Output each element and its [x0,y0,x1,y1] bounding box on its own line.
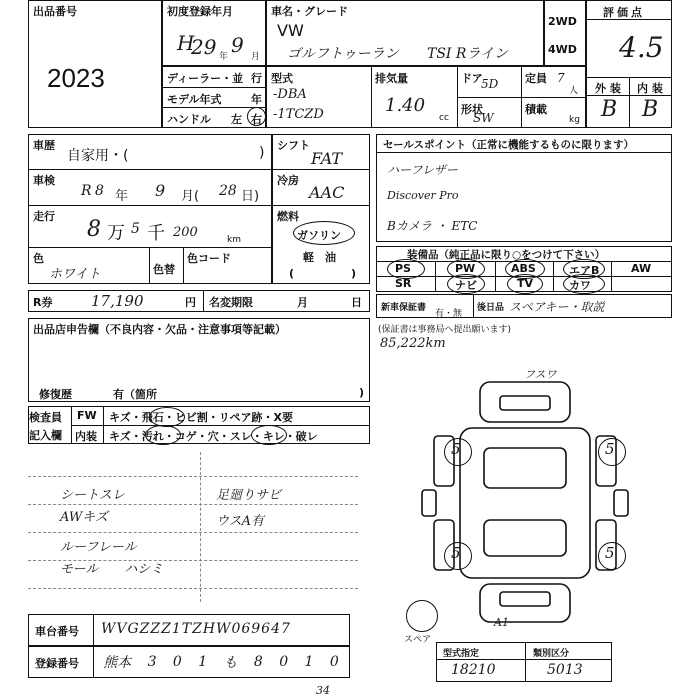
transfer-day: 日 [351,296,362,309]
equip-tv: TV [517,277,534,290]
equipment-box [376,246,672,292]
mileage-rest: 200 [173,225,198,240]
cap-label: 定員 [525,72,547,85]
shift-label: シフト [277,139,310,152]
tire-fl: 5 [451,440,461,458]
chassis-value: WVGZZZ1TZHW069647 [101,621,291,637]
model-cat-label: 類別区分 [533,649,570,659]
note-right-2: ウスA有 [216,514,264,529]
warranty-box [376,294,672,318]
car-name-box [266,0,544,66]
equip-airbag: エアB [569,264,600,277]
fuel-other-open: ( [289,267,295,280]
fuel-light-oil: 軽 油 [303,251,336,264]
note-mileage: 85,222km [380,336,446,351]
note-left-3: ルーフレール [60,540,137,555]
inspection-year: 8 [95,183,104,199]
sales-points-box [376,134,672,242]
sales-point-3: Bカメラ ・ ETC [387,219,478,233]
equip-ps-circle [387,259,425,279]
equip-navi-circle [447,274,485,294]
model-type-value: 18210 [451,662,496,678]
spare-label: スペア [404,635,432,645]
inspection-month-suffix: 月( [181,189,200,204]
lot-number: 2023 [47,63,105,93]
type-2: -1TCZD [273,107,324,122]
color-change-label: 色替 [153,263,175,276]
ac-value: AAC [309,183,345,202]
note-right-1: 足廻りサビ [216,488,282,503]
model-cat-value: 5013 [547,662,583,678]
mileage-unit: km [227,235,241,245]
door-value: 5D [481,77,499,91]
repair-value: 有（箇所 [113,388,157,401]
handle-right-circle [247,107,266,126]
history-label: 車歴 [33,139,55,152]
score-box [586,0,672,128]
handle-right: 右 [251,113,262,126]
warranty-value: 有・無 [435,309,463,319]
mileage-man-unit: 万 [107,223,125,244]
recycle-box [28,290,370,312]
reg-digit-6: 1 [304,654,314,670]
inspection-era: R [81,183,92,199]
reg-kana: も [223,655,238,671]
first-reg-year-suffix: 年 [219,52,229,62]
int-stain-circle [145,425,181,445]
handle-label: ハンドル [167,113,211,126]
fuel-other-close: ) [351,267,357,280]
color-code-label: 色コード [187,252,231,265]
equip-abs: ABS [511,262,536,275]
fuel-gasoline: ガソリン [297,229,341,242]
mileage-sen-prefix: 5 [131,221,140,237]
note-left-2: AWキズ [60,510,108,525]
equip-leather: カワ [569,279,591,292]
repair-close: ) [359,386,365,399]
color-value: ホワイト [49,267,101,282]
reg-label: 登録番号 [35,657,79,670]
report-label: 出品店申告欄（不良内容・欠品・注意事項等記載） [33,323,286,336]
mileage-sen-unit: 千 [147,223,165,244]
spare-circle [406,600,438,632]
type-label: 型式 [271,72,293,85]
accessories-label: 後日品 [477,303,505,313]
inspector-fw-items: キズ・飛石・ヒビ割・リペア跡・X要 [109,411,294,424]
inspector-label-1: 検査員 [29,411,62,424]
model-year-label: モデル年式 [167,93,222,106]
first-reg-era: H [177,31,195,55]
fuel-label: 燃料 [277,210,299,223]
transfer-label: 名変期限 [209,296,253,309]
tire-rr: 5 [605,544,615,562]
disp-value: 1.40 [385,95,426,116]
warranty-note: (保証書は事務局へ提出願います) [378,325,512,335]
shift-value: FAT [311,149,343,168]
page-number: 34 [316,684,330,697]
int-label: 内 装 [637,82,663,95]
score-label: 評価点 [603,6,645,19]
drive-box [544,0,586,66]
history-value: 自家用・( [67,148,129,164]
cap-unit: 人 [569,86,579,96]
reg-region: 熊本 [103,655,132,671]
equip-tv-circle [507,274,543,294]
transfer-month: 月 [297,296,308,309]
inspector-label-2: 記入欄 [29,429,62,442]
first-reg-label: 初度登録年月 [167,5,233,18]
car-model: ゴルフトゥーラン [287,46,399,62]
ext-label: 外 装 [595,82,621,95]
tire-rl: 5 [451,544,461,562]
reg-digit-7: 0 [329,654,339,670]
equip-pw: PW [455,262,476,275]
car-diagram [400,360,650,640]
drive-2wd: 2WD [548,15,577,28]
spec-box [266,66,586,128]
chassis-box [28,614,350,646]
disp-unit: cc [439,113,449,123]
model-cat-box [436,642,612,682]
fuel-gasoline-circle [293,221,355,245]
disp-label: 排気量 [375,72,408,85]
ac-label: 冷房 [277,174,299,187]
recycle-value: 17,190 [91,292,144,310]
tire-fr: 5 [605,440,615,458]
inspection-day: 28 [219,183,237,199]
history-close: ) [259,145,265,161]
rear-mark: A1 [494,616,509,629]
equip-leather-circle [563,274,605,294]
dealer-label: ディーラー・並 [167,72,244,85]
inspector-int-items: キズ・汚れ・コゲ・穴・スレ・キレ・破レ [109,430,318,443]
reg-digit-4: 8 [253,654,263,670]
model-type-label: 型式指定 [443,649,480,659]
history-box [28,134,272,284]
chassis-label: 車台番号 [35,625,79,638]
first-reg-month: 9 [231,33,244,57]
warranty-label: 新車保証書 [381,303,427,313]
sales-points-label: セールスポイント（正常に機能するものに限ります） [383,139,635,151]
drive-4wd: 4WD [548,43,577,56]
first-reg-year: 29 [191,35,217,59]
inspection-month: 9 [155,181,166,200]
inspection-year-suffix: 年 [115,189,129,204]
fw-stone-circle [149,407,185,427]
shape-label: 形状 [461,103,483,116]
front-mark: フスワ [524,368,557,381]
report-box [28,318,370,402]
repair-label: 修復歴 [39,388,72,401]
accessories-value: スペアキー・取説 [509,300,605,314]
ext-grade: B [601,97,618,122]
mileage-man: 8 [87,217,101,242]
shape-value: SW [473,111,494,125]
color-label: 色 [33,252,44,265]
equip-ps: PS [395,262,411,275]
inspector-box [28,406,370,444]
equip-navi: ナビ [455,279,477,292]
inspector-fw: FW [77,409,97,422]
inspection-day-suffix: 日) [241,189,260,204]
lot-box [28,0,162,128]
sales-point-1: ハーフレザー [387,163,458,177]
lot-label: 出品番号 [33,5,77,18]
score-value: 4.5 [619,31,664,64]
inspector-int: 内装 [75,430,97,443]
equipment-label: 装備品（純正品に限り○をつけて下さい） [407,249,606,261]
handle-left: 左 [231,113,242,126]
recycle-unit: 円 [185,296,196,309]
recycle-label: R券 [33,296,53,309]
car-grade: TSI Rライン [427,46,509,62]
cap-value: 7 [557,71,565,85]
reg-box [28,646,350,678]
type-1: -DBA [273,87,307,102]
shift-box [272,134,370,284]
equip-aw: AW [631,262,652,275]
car-name-label: 車名・グレード [271,5,348,18]
load-label: 積載 [525,103,547,116]
note-left-4: モール ハシミ [60,562,164,577]
first-reg-month-suffix: 月 [251,52,261,62]
first-reg-box [162,0,266,66]
model-year-suffix: 年 [251,93,262,106]
equip-sr: SR [395,277,412,290]
reg-digit-5: 0 [279,654,289,670]
dealer-box [162,66,266,128]
load-unit: kg [569,115,580,125]
int-grade: B [642,97,659,122]
int-scuff-circle [251,425,287,445]
car-maker: VW [277,21,304,40]
dealer-sep: 行 [251,72,262,85]
reg-digit-1: 3 [147,654,157,670]
mileage-label: 走行 [33,210,55,223]
door-label: ドア [461,72,483,85]
sales-point-2: Discover Pro [387,189,459,202]
note-left-1: シートスレ [60,488,125,503]
inspection-label: 車検 [33,174,55,187]
reg-chars [95,651,347,673]
reg-digit-2: 0 [172,654,182,670]
reg-digit-3: 1 [198,654,208,670]
